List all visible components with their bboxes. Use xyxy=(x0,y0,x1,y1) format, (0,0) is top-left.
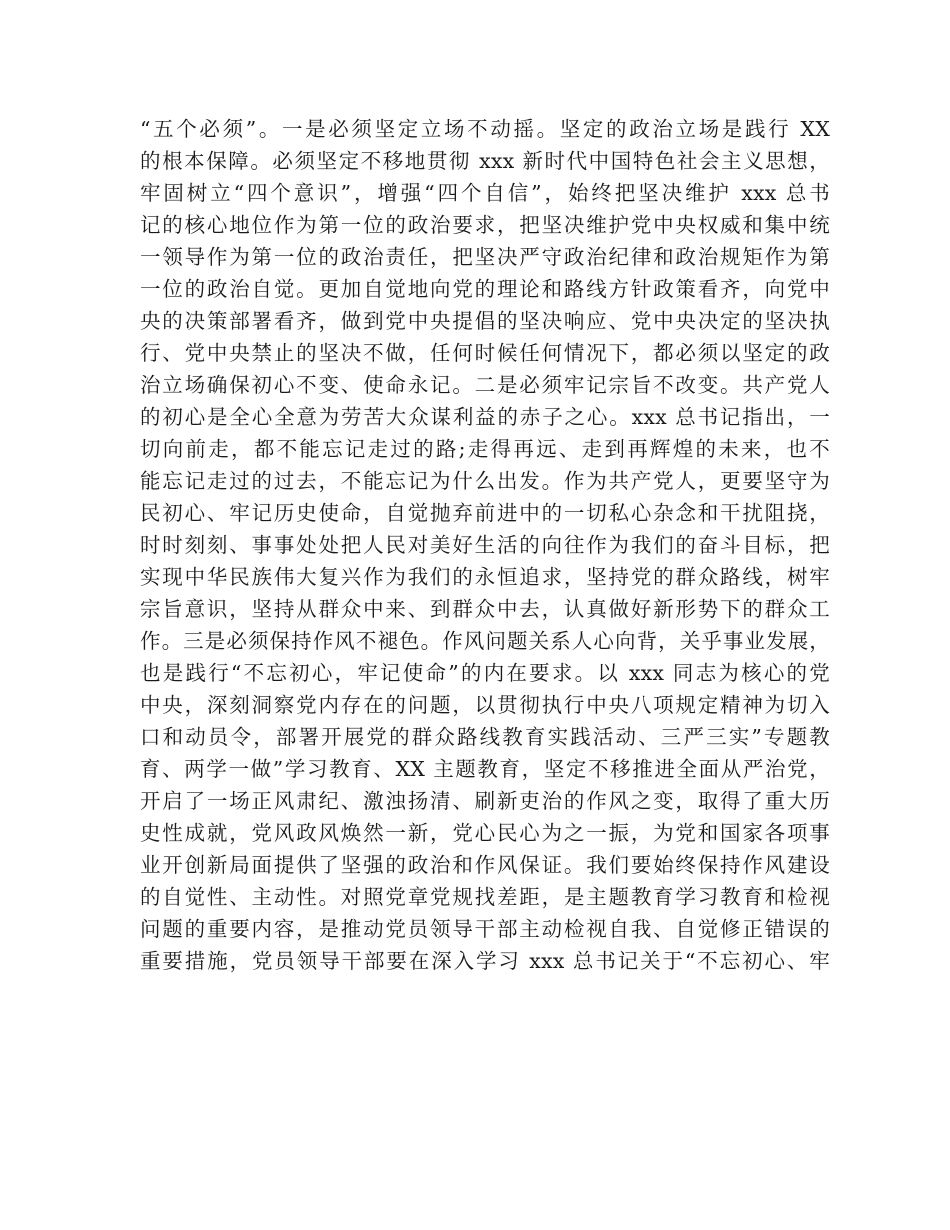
text-line: 能忘记走过的过去，不能忘记为什么出发。作为共产党人，更要坚守为 xyxy=(140,469,830,493)
text-line: 也是践行“不忘初心，牢记使命”的内在要求。以 xxx 同志为核心的党 xyxy=(140,661,830,685)
text-line: 中央，深刻洞察党内存在的问题，以贯彻执行中央八项规定精神为切入 xyxy=(140,693,830,717)
text-line: 切向前走，都不能忘记走过的路;走得再远、走到再辉煌的未来，也不 xyxy=(140,437,830,461)
text-line: 治立场确保初心不变、使命永记。二是必须牢记宗旨不改变。共产党人 xyxy=(140,373,830,397)
text-line: 口和动员令，部署开展党的群众路线教育实践活动、三严三实”专题教 xyxy=(140,725,830,749)
text-line: 牢固树立“四个意识”，增强“四个自信”，始终把坚决维护 xxx 总书 xyxy=(140,181,830,205)
text-line: 时时刻刻、事事处处把人民对美好生活的向往作为我们的奋斗目标，把 xyxy=(140,533,830,557)
text-line: 记的核心地位作为第一位的政治要求，把坚决维护党中央权威和集中统 xyxy=(140,213,830,237)
text-line: 史性成就，党风政风焕然一新，党心民心为之一振，为党和国家各项事 xyxy=(140,821,830,845)
text-line: “五个必须”。一是必须坚定立场不动摇。坚定的政治立场是践行 XX xyxy=(140,117,830,141)
text-line: 重要措施，党员领导干部要在深入学习 xxx 总书记关于“不忘初心、牢 xyxy=(140,949,830,973)
text-line: 央的决策部署看齐，做到党中央提倡的坚决响应、党中央决定的坚决执 xyxy=(140,309,830,333)
text-line: 育、两学一做”学习教育、XX 主题教育，坚定不移推进全面从严治党， xyxy=(140,757,830,781)
text-line: 问题的重要内容，是推动党员领导干部主动检视自我、自觉修正错误的 xyxy=(140,917,830,941)
text-line: 的自觉性、主动性。对照党章党规找差距，是主题教育学习教育和检视 xyxy=(140,885,830,909)
text-line: 一领导作为第一位的政治责任，把坚决严守政治纪律和政治规矩作为第 xyxy=(140,245,830,269)
body-paragraph xyxy=(140,113,830,977)
text-line: 民初心、牢记历史使命，自觉抛弃前进中的一切私心杂念和干扰阻挠， xyxy=(140,501,830,525)
text-line: 宗旨意识，坚持从群众中来、到群众中去，认真做好新形势下的群众工 xyxy=(140,597,830,621)
text-line: 的初心是全心全意为劳苦大众谋利益的赤子之心。xxx 总书记指出，一 xyxy=(140,405,830,429)
text-line: 开启了一场正风肃纪、激浊扬清、刷新吏治的作风之变，取得了重大历 xyxy=(140,789,830,813)
text-line: 业开创新局面提供了坚强的政治和作风保证。我们要始终保持作风建设 xyxy=(140,853,830,877)
text-line: 行、党中央禁止的坚决不做，任何时候任何情况下，都必须以坚定的政 xyxy=(140,341,830,365)
text-line: 一位的政治自觉。更加自觉地向党的理论和路线方针政策看齐，向党中 xyxy=(140,277,830,301)
text-line: 作。三是必须保持作风不褪色。作风问题关系人心向背，关乎事业发展， xyxy=(140,629,830,653)
text-line: 的根本保障。必须坚定不移地贯彻 xxx 新时代中国特色社会主义思想， xyxy=(140,149,830,173)
text-line: 实现中华民族伟大复兴作为我们的永恒追求，坚持党的群众路线，树牢 xyxy=(140,565,830,589)
